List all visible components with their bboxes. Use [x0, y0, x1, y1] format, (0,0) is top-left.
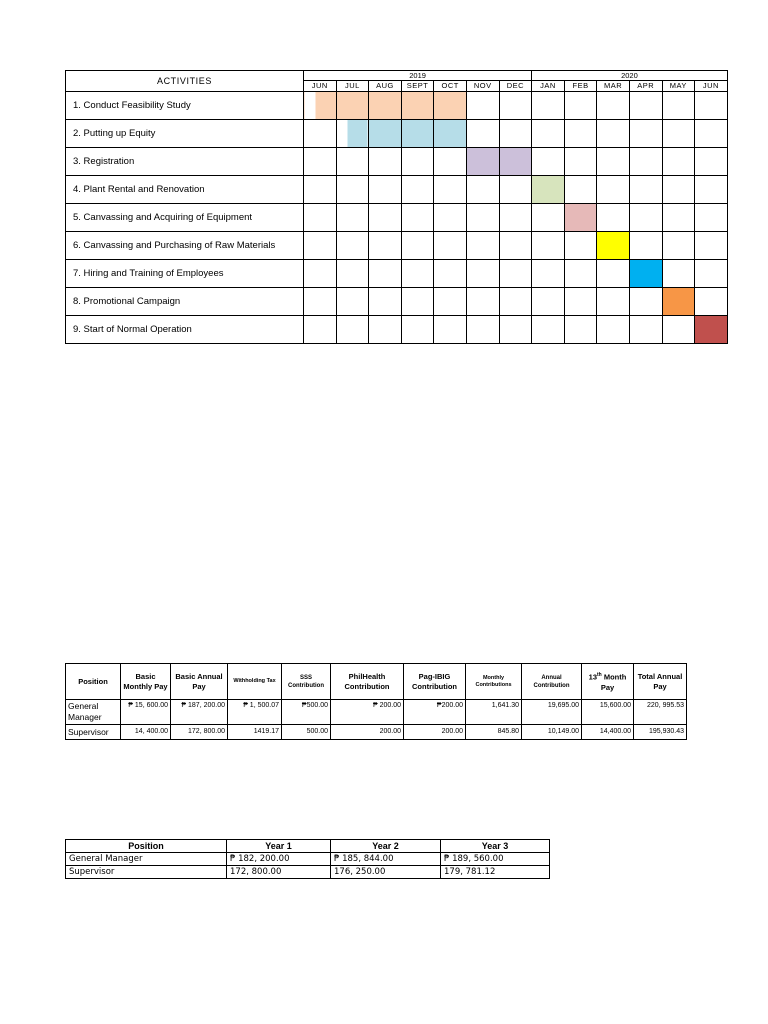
gantt-bar-cell — [499, 148, 532, 176]
gantt-body — [66, 92, 728, 344]
gantt-empty-cell — [401, 148, 434, 176]
cell-annual-contribution: 10,149.00 — [522, 725, 582, 740]
gantt-empty-cell — [695, 232, 728, 260]
gantt-empty-cell — [629, 92, 662, 120]
cell-basic-annual: 172, 800.00 — [171, 725, 228, 740]
month-header: AUG — [369, 81, 402, 92]
cell-total-annual: 195,930.43 — [634, 725, 687, 740]
cell-pagibig: 200.00 — [404, 725, 466, 740]
header-basic-monthly: Basic Monthly Pay — [121, 664, 171, 700]
gantt-empty-cell — [434, 176, 467, 204]
gantt-empty-cell — [336, 204, 369, 232]
gantt-empty-cell — [304, 148, 337, 176]
gantt-empty-cell — [401, 316, 434, 344]
gantt-empty-cell — [564, 260, 597, 288]
table-row — [66, 176, 728, 204]
gantt-empty-cell — [532, 288, 565, 316]
activity-label: 8. Promotional Campaign — [66, 288, 304, 316]
cell-13th-month: 15,600.00 — [582, 700, 634, 725]
activity-label: 6. Canvassing and Purchasing of Raw Materials — [66, 232, 304, 260]
gantt-bar-cell — [695, 316, 728, 344]
month-header: NOV — [466, 81, 499, 92]
gantt-empty-cell — [662, 316, 695, 344]
gantt-empty-cell — [662, 260, 695, 288]
gantt-empty-cell — [629, 204, 662, 232]
gantt-empty-cell — [466, 316, 499, 344]
cell-basic-monthly: 14, 400.00 — [121, 725, 171, 740]
month-header: MAY — [662, 81, 695, 92]
header-philhealth: PhilHealth Contribution — [331, 664, 404, 700]
activity-label: 7. Hiring and Training of Employees — [66, 260, 304, 288]
gantt-bar-cell — [401, 92, 434, 120]
cell-year-2: 176, 250.00 — [331, 866, 441, 879]
gantt-empty-cell — [662, 176, 695, 204]
activity-label: 1. Conduct Feasibility Study — [66, 92, 304, 120]
gantt-empty-cell — [662, 148, 695, 176]
gantt-empty-cell — [532, 232, 565, 260]
gantt-year-row — [66, 71, 728, 81]
activity-label: 2. Putting up Equity — [66, 120, 304, 148]
month-header: SEPT — [401, 81, 434, 92]
gantt-empty-cell — [499, 92, 532, 120]
gantt-empty-cell — [369, 176, 402, 204]
cell-basic-annual: ₱ 187, 200.00 — [171, 700, 228, 725]
gantt-chart-table — [65, 70, 728, 344]
gantt-empty-cell — [597, 260, 630, 288]
gantt-bar-cell — [401, 120, 434, 148]
cell-total-annual: 220, 995.53 — [634, 700, 687, 725]
month-header: JUN — [304, 81, 337, 92]
gantt-empty-cell — [336, 260, 369, 288]
gantt-empty-cell — [401, 176, 434, 204]
cell-philhealth: 200.00 — [331, 725, 404, 740]
gantt-empty-cell — [401, 232, 434, 260]
gantt-empty-cell — [466, 232, 499, 260]
gantt-empty-cell — [304, 260, 337, 288]
gantt-bar-cell — [662, 288, 695, 316]
gantt-empty-cell — [597, 92, 630, 120]
cell-position: Supervisor — [66, 866, 227, 879]
cell-year-3: ₱ 189, 560.00 — [441, 853, 550, 866]
table-row — [66, 866, 550, 879]
header-pagibig: Pag-IBIG Contribution — [404, 664, 466, 700]
gantt-empty-cell — [434, 288, 467, 316]
month-header: JAN — [532, 81, 565, 92]
gantt-empty-cell — [369, 260, 402, 288]
gantt-empty-cell — [434, 204, 467, 232]
table-row — [66, 288, 728, 316]
gantt-empty-cell — [434, 260, 467, 288]
month-header: JUL — [336, 81, 369, 92]
cell-sss: 500.00 — [282, 725, 331, 740]
gantt-empty-cell — [695, 92, 728, 120]
salary-header-row — [66, 664, 687, 700]
month-header: APR — [629, 81, 662, 92]
month-header: MAR — [597, 81, 630, 92]
gantt-empty-cell — [369, 316, 402, 344]
activity-label: 9. Start of Normal Operation — [66, 316, 304, 344]
gantt-empty-cell — [304, 288, 337, 316]
gantt-bar-cell — [466, 148, 499, 176]
gantt-empty-cell — [629, 288, 662, 316]
gantt-empty-cell — [597, 148, 630, 176]
gantt-empty-cell — [629, 316, 662, 344]
header-position: Position — [66, 840, 227, 853]
gantt-empty-cell — [336, 232, 369, 260]
activity-label: 4. Plant Rental and Renovation — [66, 176, 304, 204]
table-row — [66, 316, 728, 344]
cell-basic-monthly: ₱ 15, 600.00 — [121, 700, 171, 725]
header-year-1: Year 1 — [227, 840, 331, 853]
gantt-empty-cell — [629, 232, 662, 260]
gantt-empty-cell — [369, 232, 402, 260]
table-row — [66, 148, 728, 176]
gantt-bar-cell — [369, 120, 402, 148]
gantt-empty-cell — [695, 176, 728, 204]
gantt-empty-cell — [564, 316, 597, 344]
cell-year-1: 172, 800.00 — [227, 866, 331, 879]
gantt-empty-cell — [466, 176, 499, 204]
table-row — [66, 232, 728, 260]
header-withholding: Withholding Tax — [228, 664, 282, 700]
cell-year-3: 179, 781.12 — [441, 866, 550, 879]
gantt-empty-cell — [304, 120, 337, 148]
gantt-empty-cell — [564, 120, 597, 148]
header-annual-contribution: Annual Contribution — [522, 664, 582, 700]
gantt-empty-cell — [304, 232, 337, 260]
table-row — [66, 700, 687, 725]
gantt-empty-cell — [336, 288, 369, 316]
header-13th-suffix: th — [597, 672, 602, 679]
gantt-empty-cell — [466, 288, 499, 316]
gantt-empty-cell — [532, 316, 565, 344]
gantt-empty-cell — [662, 120, 695, 148]
table-row — [66, 92, 728, 120]
gantt-empty-cell — [695, 120, 728, 148]
gantt-empty-cell — [532, 120, 565, 148]
gantt-empty-cell — [695, 204, 728, 232]
gantt-bar-cell — [597, 232, 630, 260]
gantt-bar-cell — [532, 176, 565, 204]
gantt-empty-cell — [304, 176, 337, 204]
gantt-empty-cell — [695, 288, 728, 316]
gantt-empty-cell — [466, 120, 499, 148]
salary-table — [65, 663, 687, 740]
cell-annual-contribution: 19,695.00 — [522, 700, 582, 725]
header-basic-annual: Basic Annual Pay — [171, 664, 228, 700]
gantt-empty-cell — [629, 148, 662, 176]
gantt-empty-cell — [336, 148, 369, 176]
year-2019-header: 2019 — [304, 71, 532, 81]
gantt-empty-cell — [466, 204, 499, 232]
gantt-empty-cell — [401, 204, 434, 232]
cell-pagibig: ₱200.00 — [404, 700, 466, 725]
gantt-bar-cell — [304, 92, 337, 120]
gantt-bar-cell — [434, 92, 467, 120]
gantt-empty-cell — [597, 176, 630, 204]
activities-header: ACTIVITIES — [66, 71, 304, 92]
gantt-empty-cell — [695, 148, 728, 176]
month-header: OCT — [434, 81, 467, 92]
table-row — [66, 120, 728, 148]
gantt-empty-cell — [434, 316, 467, 344]
gantt-empty-cell — [401, 260, 434, 288]
gantt-empty-cell — [499, 232, 532, 260]
gantt-empty-cell — [499, 176, 532, 204]
gantt-empty-cell — [499, 260, 532, 288]
gantt-empty-cell — [532, 204, 565, 232]
month-header: DEC — [499, 81, 532, 92]
header-position: Position — [66, 664, 121, 700]
activity-label: 5. Canvassing and Acquiring of Equipment — [66, 204, 304, 232]
header-sss: SSS Contribution — [282, 664, 331, 700]
cell-philhealth: ₱ 200.00 — [331, 700, 404, 725]
cell-year-1: ₱ 182, 200.00 — [227, 853, 331, 866]
cell-position: General Manager — [66, 853, 227, 866]
gantt-empty-cell — [369, 288, 402, 316]
gantt-empty-cell — [336, 316, 369, 344]
gantt-empty-cell — [369, 148, 402, 176]
gantt-bar-cell — [629, 260, 662, 288]
gantt-empty-cell — [499, 316, 532, 344]
gantt-empty-cell — [304, 316, 337, 344]
header-year-2: Year 2 — [331, 840, 441, 853]
month-header: JUN — [695, 81, 728, 92]
cell-year-2: ₱ 185, 844.00 — [331, 853, 441, 866]
gantt-empty-cell — [532, 92, 565, 120]
gantt-empty-cell — [434, 148, 467, 176]
header-total-annual: Total Annual Pay — [634, 664, 687, 700]
gantt-empty-cell — [597, 316, 630, 344]
gantt-empty-cell — [662, 232, 695, 260]
gantt-empty-cell — [597, 120, 630, 148]
header-13th-number: 13 — [588, 672, 597, 682]
gantt-empty-cell — [564, 288, 597, 316]
gantt-empty-cell — [597, 204, 630, 232]
gantt-empty-cell — [532, 148, 565, 176]
cell-sss: ₱500.00 — [282, 700, 331, 725]
table-row — [66, 260, 728, 288]
gantt-empty-cell — [532, 260, 565, 288]
gantt-empty-cell — [564, 232, 597, 260]
gantt-empty-cell — [597, 288, 630, 316]
gantt-empty-cell — [629, 176, 662, 204]
month-header: FEB — [564, 81, 597, 92]
gantt-empty-cell — [662, 92, 695, 120]
table-row — [66, 853, 550, 866]
gantt-empty-cell — [564, 92, 597, 120]
header-monthly-contributions: Monthly Contributions — [466, 664, 522, 700]
gantt-empty-cell — [434, 232, 467, 260]
gantt-empty-cell — [564, 148, 597, 176]
gantt-empty-cell — [466, 260, 499, 288]
gantt-empty-cell — [369, 204, 402, 232]
gantt-empty-cell — [564, 176, 597, 204]
gantt-empty-cell — [466, 92, 499, 120]
cell-monthly-contributions: 845.80 — [466, 725, 522, 740]
gantt-bar-cell — [434, 120, 467, 148]
gantt-empty-cell — [336, 176, 369, 204]
gantt-empty-cell — [499, 288, 532, 316]
gantt-empty-cell — [401, 288, 434, 316]
cell-position: General Manager — [66, 700, 121, 725]
cell-monthly-contributions: 1,641.30 — [466, 700, 522, 725]
header-13th-month — [582, 664, 634, 700]
header-13th-label: Month Pay — [600, 672, 627, 692]
header-year-3: Year 3 — [441, 840, 550, 853]
gantt-empty-cell — [499, 120, 532, 148]
table-row — [66, 725, 687, 740]
gantt-empty-cell — [695, 260, 728, 288]
gantt-bar-cell — [564, 204, 597, 232]
cell-13th-month: 14,400.00 — [582, 725, 634, 740]
table-row — [66, 204, 728, 232]
cell-withholding: ₱ 1, 500.07 — [228, 700, 282, 725]
year-2020-header: 2020 — [532, 71, 728, 81]
yearly-header-row — [66, 840, 550, 853]
gantt-bar-cell — [336, 92, 369, 120]
gantt-empty-cell — [662, 204, 695, 232]
yearly-salary-table — [65, 839, 550, 879]
cell-position: Supervisor — [66, 725, 121, 740]
gantt-empty-cell — [304, 204, 337, 232]
gantt-empty-cell — [629, 120, 662, 148]
gantt-empty-cell — [499, 204, 532, 232]
cell-withholding: 1419.17 — [228, 725, 282, 740]
gantt-bar-cell — [369, 92, 402, 120]
gantt-bar-cell — [336, 120, 369, 148]
activity-label: 3. Registration — [66, 148, 304, 176]
